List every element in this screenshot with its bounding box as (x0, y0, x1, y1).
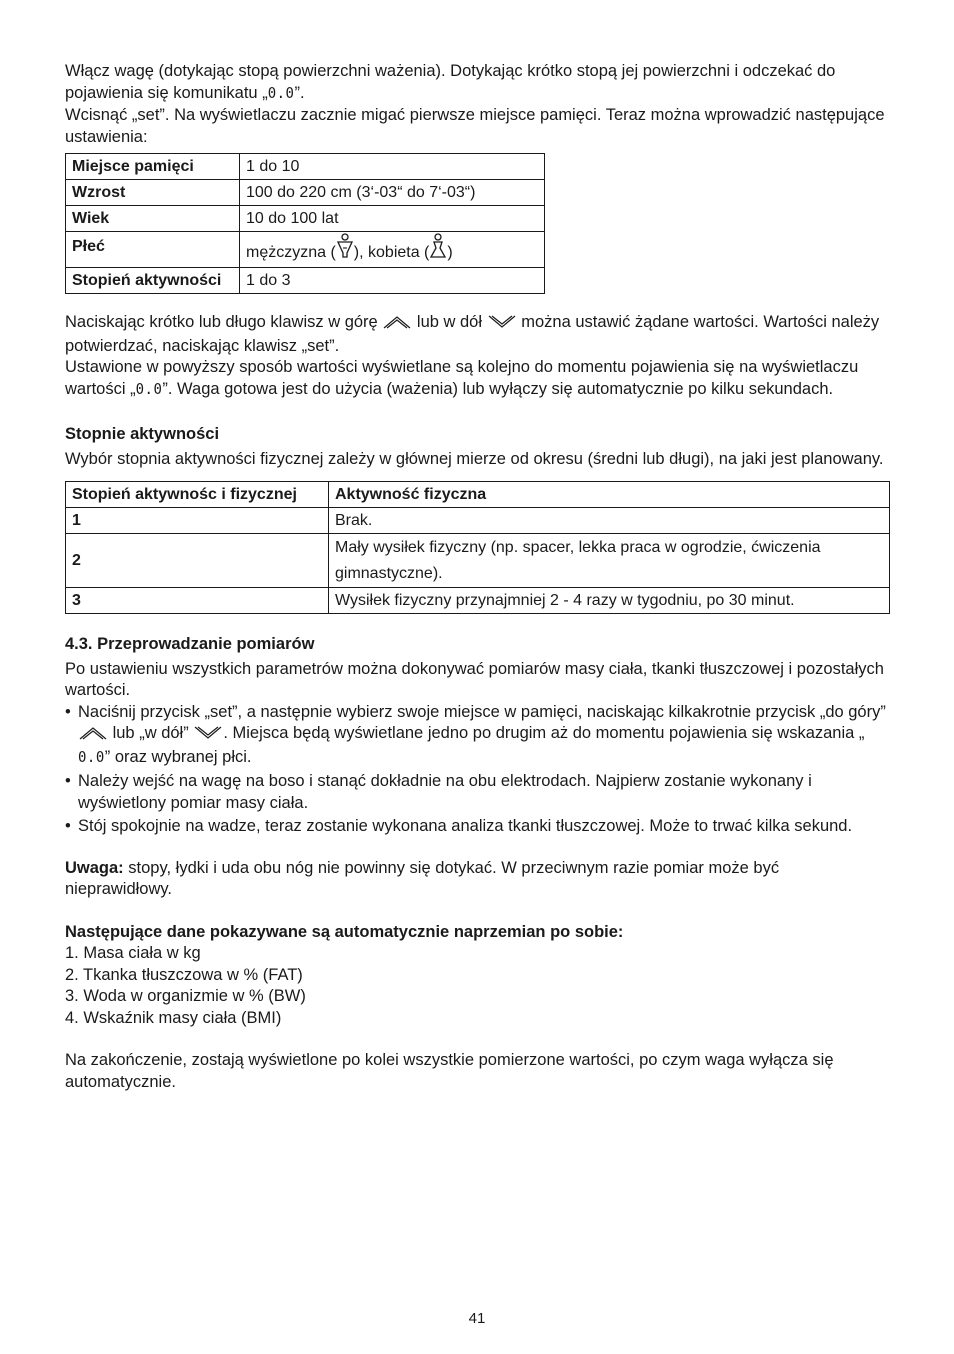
table-row (66, 154, 545, 180)
setting-value: 1 do 3 (240, 268, 545, 294)
setting-label: Wiek (66, 206, 240, 232)
activity-description: Brak. (329, 508, 890, 534)
setting-value: 1 do 10 (240, 154, 545, 180)
measurement-intro: Po ustawieniu wszystkich parametrów można dokonywać pomiarów masy ciała, tkanki tłuszczowej i pozostałych wartości. (65, 659, 884, 699)
lcd-readout: 0.0 (267, 85, 295, 102)
male-icon (336, 233, 354, 265)
note-paragraph: Uwaga: stopy, łydki i uda obu nóg nie powinny się dotykać. W przeciwnym razie pomiar może być nieprawidłowy. (65, 858, 780, 898)
table-row (66, 268, 545, 294)
activity-heading: Stopnie aktywności (65, 425, 220, 443)
table-row (66, 180, 545, 206)
keys-paragraph-2: Ustawione w powyższy sposób wartości wyświetlane są kolejno do momentu pojawienia się na wyświetlaczu wartości „0.0”. Waga gotowa jest do użycia (ważenia) lub wyłączy się automatycznie po kilku sekundach. (65, 357, 890, 401)
note-label: Uwaga: (65, 858, 124, 877)
intro-paragraph-1: Włącz wagę (dotykając stopą powierzchni ważenia). Dotykając krótko stopą jej powierzchni i odczekać do pojawienia się komunikatu „0.0”. (65, 61, 890, 105)
activity-table (65, 481, 890, 614)
list-item: • Naciśnij przycisk „set”, a następnie wybierz swoje miejsce w pamięci, naciskając kilkakrotnie przycisk „do góry” lub „w dół” . Miejsca będą wyświetlane jedno po drugim aż do momentu pojawienia się wskazania „0.0” oraz wybranej płci. (65, 702, 890, 770)
sequence-list (65, 943, 890, 1029)
list-item: • Należy wejść na wagę na boso i stanąć dokładnie na obu elektrodach. Najpierw zostanie wykonany i wyświetlony pomiar masy ciała. (65, 771, 890, 814)
activity-description: Mały wysiłek fizyczny (np. spacer, lekka praca w ogrodzie, ćwiczenia gimnastyczne). (329, 534, 890, 588)
keys-paragraph: Naciskając krótko lub długo klawisz w górę lub w dół można ustawić żądane wartości. Wartości należy potwierdzać, naciskając klawisz „set”. (65, 313, 880, 355)
activity-level: 1 (66, 508, 329, 534)
list-item: • Stój spokojnie na wadze, teraz zostanie wykonana analiza tkanki tłuszczowej. Może to trwać kilka sekund. (65, 816, 890, 838)
setting-label: Miejsce pamięci (66, 154, 240, 180)
intro-paragraph-2: Wcisnąć „set”. Na wyświetlaczu zacznie migać pierwsze miejsce pamięci. Teraz można wprowadzić następujące ustawienia: (65, 106, 885, 146)
setting-label: Płeć (66, 232, 240, 268)
female-icon (429, 233, 447, 265)
sequence-heading: Następujące dane pokazywane są automatycznie naprzemian po sobie: (65, 922, 624, 941)
arrow-up-icon (78, 725, 108, 747)
page-number: 41 (468, 1310, 486, 1327)
table-row (66, 588, 890, 614)
table-row (66, 508, 890, 534)
arrow-down-icon (193, 725, 223, 747)
measurement-steps (65, 702, 890, 838)
activity-text: Wybór stopnia aktywności fizycznej zależy w głównej mierze od okresu (średni lub długi), na jaki jest planowany. (65, 449, 884, 468)
setting-value: 10 do 100 lat (240, 206, 545, 232)
list-item: 1. Masa ciała w kg (65, 944, 201, 962)
settings-table (65, 153, 545, 294)
column-header: Aktywność fizyczna (329, 482, 890, 508)
column-header: Stopień aktywnośc i fizycznej (66, 482, 329, 508)
activity-description: Wysiłek fizyczny przynajmniej 2 - 4 razy w tygodniu, po 30 minut. (329, 588, 890, 614)
manual-page (65, 61, 890, 1093)
setting-value: mężczyzna ( ), kobieta ( ) (240, 232, 545, 268)
arrow-up-icon (382, 314, 412, 336)
activity-level: 2 (66, 534, 329, 588)
list-item: 2. Tkanka tłuszczowa w % (FAT) (65, 965, 303, 984)
measurement-heading: 4.3. Przeprowadzanie pomiarów (65, 635, 315, 653)
setting-label: Stopień aktywności (66, 268, 240, 294)
table-row (66, 206, 545, 232)
closing-paragraph: Na zakończenie, zostają wyświetlone po kolei wszystkie pomierzone wartości, po czym waga wyłącza się automatycznie. (65, 1051, 834, 1091)
lcd-readout: 0.0 (78, 749, 105, 766)
table-header-row (66, 482, 890, 508)
setting-label: Wzrost (66, 180, 240, 206)
lcd-readout: 0.0 (135, 381, 163, 398)
list-item: 3. Woda w organizmie w % (BW) (65, 987, 306, 1005)
activity-level: 3 (66, 588, 329, 614)
table-row (66, 534, 890, 588)
setting-value: 100 do 220 cm (3‘-03“ do 7‘-03“) (240, 180, 545, 206)
table-row (66, 232, 545, 268)
arrow-down-icon (487, 314, 517, 336)
list-item: 4. Wskaźnik masy ciała (BMI) (65, 1008, 282, 1027)
